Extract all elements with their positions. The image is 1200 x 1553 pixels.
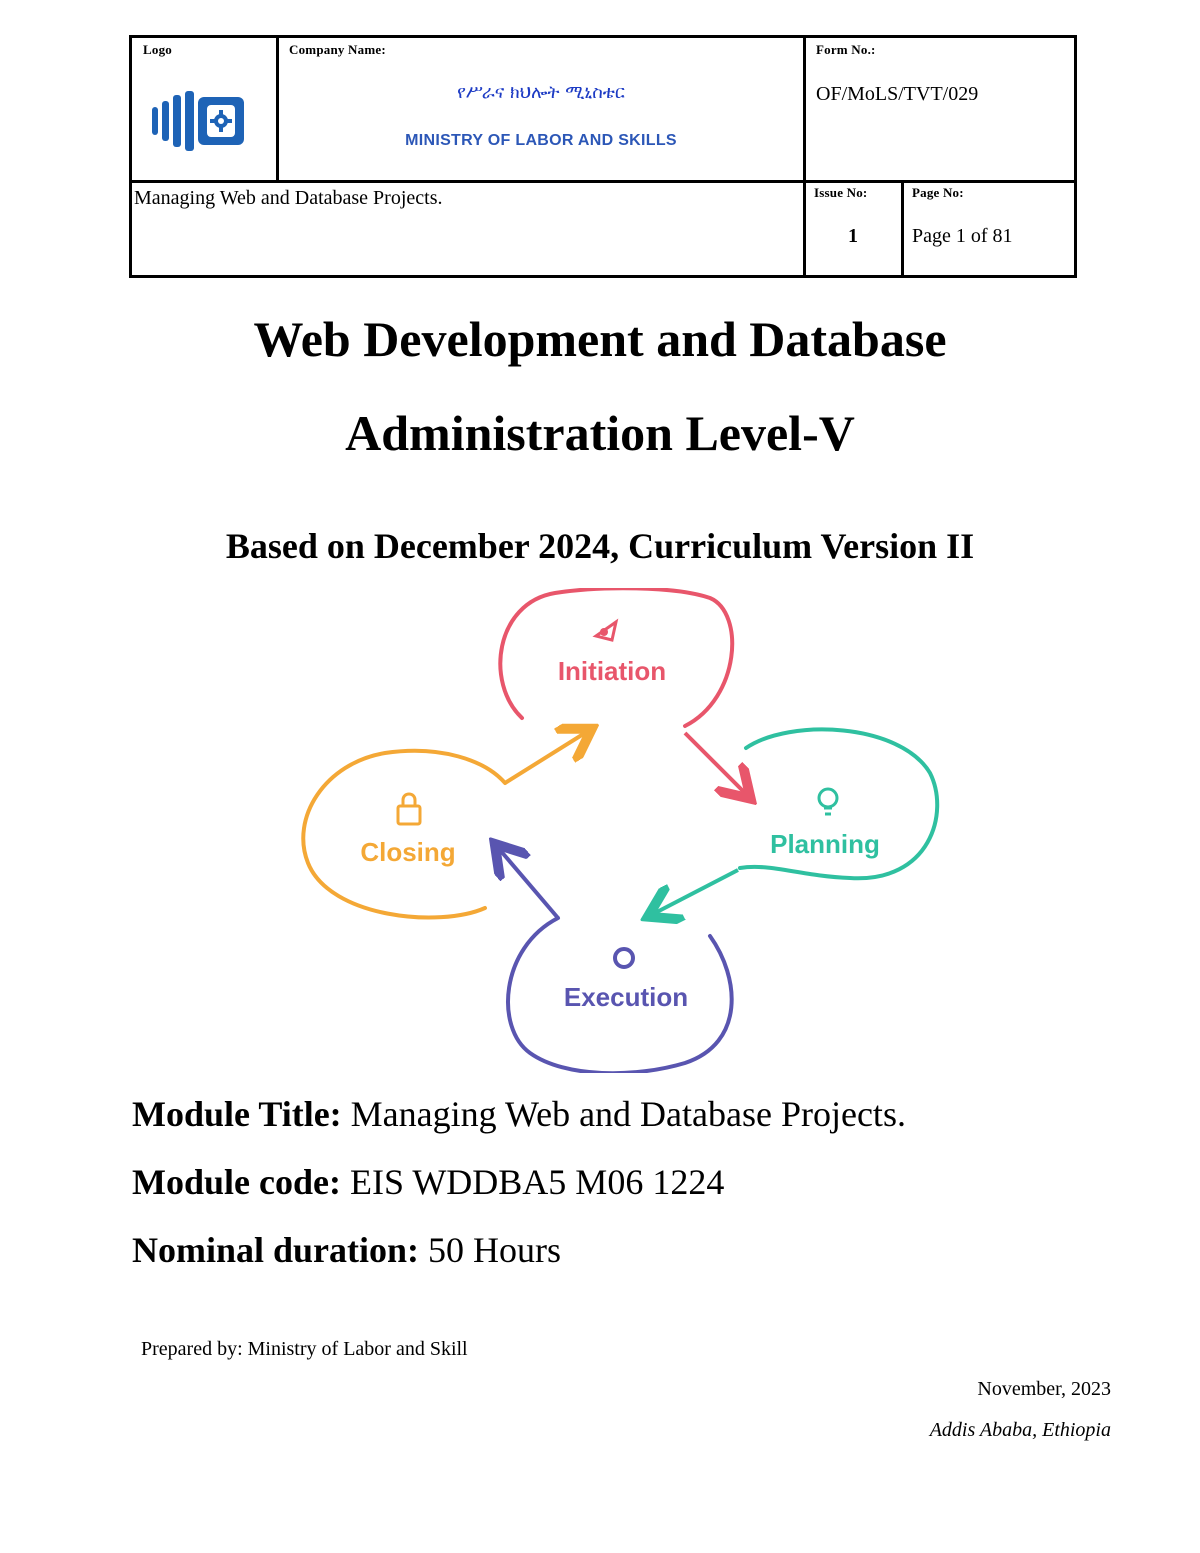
lightbulb-icon [819, 789, 837, 814]
header-table [129, 35, 1077, 278]
main-title-line-1: Web Development and Database [253, 311, 947, 367]
closing-stage [303, 733, 585, 918]
rocket-icon [596, 622, 616, 640]
module-title-value: Managing Web and Database Projects. [341, 1094, 906, 1134]
module-code-line [132, 1161, 724, 1203]
module-name: Managing Web and Database Projects. [134, 187, 443, 209]
stage-label-planning: Planning [770, 829, 880, 859]
prepared-by: Prepared by: Ministry of Labor and Skill [141, 1338, 468, 1360]
stage-label-execution: Execution [563, 982, 689, 1012]
curriculum-subtitle: Based on December 2024, Curriculum Version II [225, 526, 975, 566]
page-number: Page 1 of 81 [912, 225, 1013, 247]
module-code-label: Module code: [132, 1162, 341, 1202]
form-number: OF/MoLS/TVT/029 [816, 83, 979, 105]
page-cell [904, 183, 1074, 275]
company-name-amharic: የሥራና ክህሎት ሚኒስቴር [457, 82, 625, 103]
module-title-line [132, 1093, 906, 1135]
nominal-duration-value: 50 Hours [419, 1230, 562, 1270]
form-cell [806, 38, 1074, 180]
lock-icon [398, 794, 420, 824]
page-label: Page No: [912, 185, 964, 200]
company-name-english: MINISTRY OF LABOR AND SKILLS [405, 132, 677, 149]
planning-stage [655, 729, 937, 913]
logo-label: Logo [143, 42, 172, 57]
ministry-logo-icon [152, 91, 248, 151]
module-title-label: Module Title: [132, 1094, 342, 1134]
stage-label-initiation: Initiation [557, 656, 667, 686]
issue-number: 1 [848, 225, 858, 247]
form-label: Form No.: [816, 42, 876, 57]
logo-cell [132, 38, 276, 180]
company-cell [279, 38, 803, 180]
module-code-value: EIS WDDBA5 M06 1224 [340, 1162, 725, 1202]
project-lifecycle-diagram [290, 588, 950, 1073]
publication-date: November, 2023 [977, 1378, 1111, 1400]
main-title-line-2: Administration Level-V [345, 405, 855, 461]
stage-label-closing: Closing [360, 837, 456, 867]
company-label: Company Name: [289, 42, 386, 57]
module-name-cell [132, 183, 803, 275]
nominal-duration-label: Nominal duration: [132, 1230, 420, 1270]
publication-place: Addis Ababa, Ethiopia [929, 1419, 1111, 1441]
issue-label: Issue No: [814, 185, 868, 200]
nominal-duration-line [132, 1229, 561, 1271]
issue-cell [806, 183, 901, 275]
execution-stage [500, 850, 732, 1073]
gear-icon [615, 949, 633, 967]
